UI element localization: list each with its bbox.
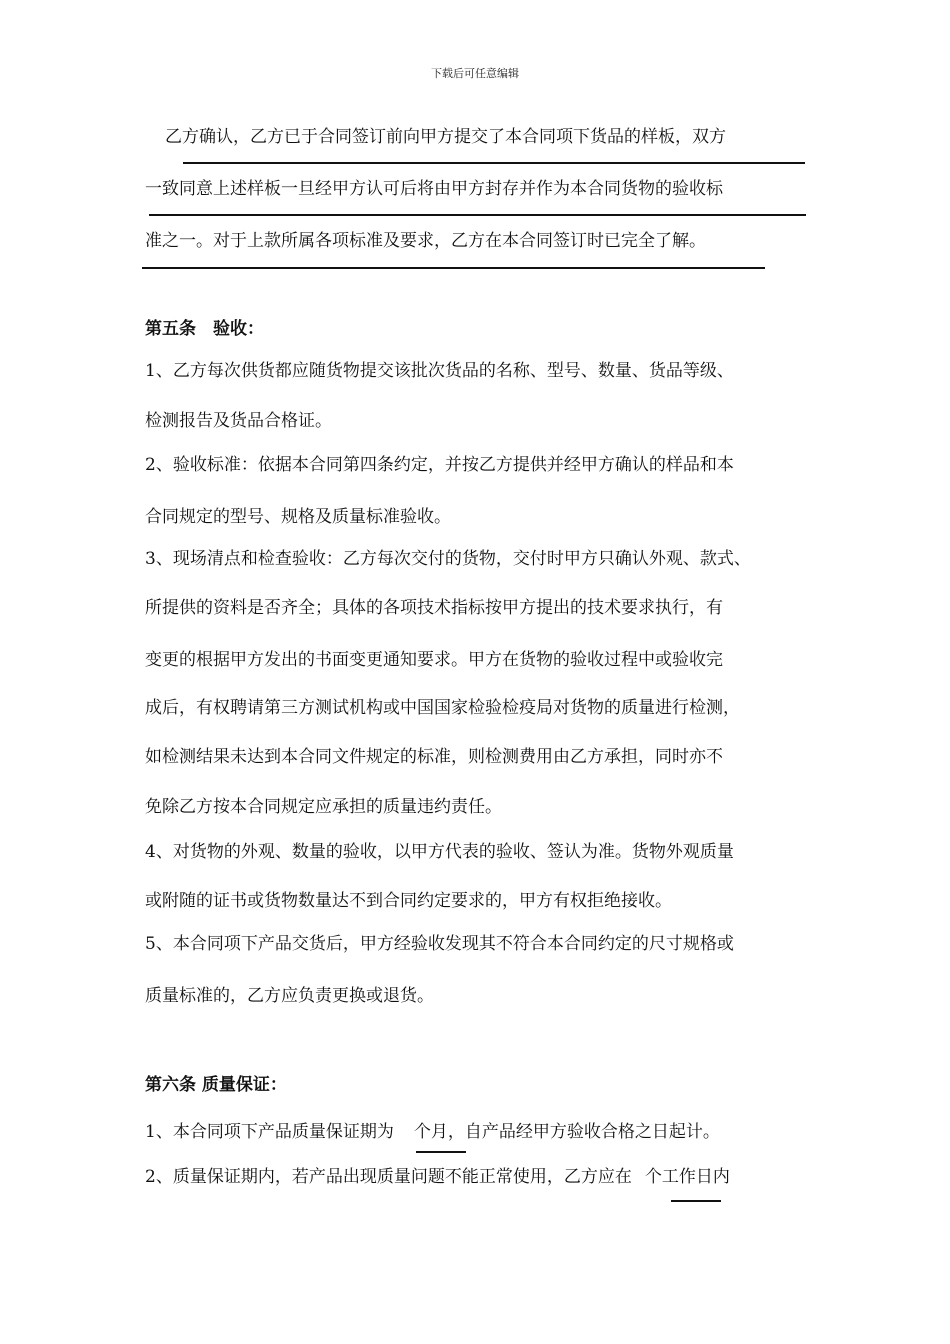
article-5-heading: 第五条 验收： bbox=[145, 319, 264, 339]
blank-underline bbox=[416, 1151, 466, 1153]
article-5-line: 成后，有权聘请第三方测试机构或中国国家检验检疫局对货物的质量进行检测， bbox=[145, 698, 740, 718]
article-5-line: 检测报告及货品合格证。 bbox=[145, 411, 332, 431]
para1-line-3: 准之一。对于上款所属各项标准及要求，乙方在本合同签订时已完全了解。 bbox=[145, 231, 706, 251]
blank-underline bbox=[671, 1200, 721, 1202]
article-5-line: 所提供的资料是否齐全；具体的各项技术指标按甲方提出的技术要求执行，有 bbox=[145, 598, 723, 618]
article-5-line: 免除乙方按本合同规定应承担的质量违约责任。 bbox=[145, 797, 502, 817]
para1-line-1: 乙方确认，乙方已于合同签订前向甲方提交了本合同项下货品的样板，双方 bbox=[165, 127, 726, 147]
article-5-line: 变更的根据甲方发出的书面变更通知要求。甲方在货物的验收过程中或验收完 bbox=[145, 650, 723, 670]
article-5-line: 如检测结果未达到本合同文件规定的标准，则检测费用由乙方承担，同时亦不 bbox=[145, 747, 723, 767]
underline-rule bbox=[183, 162, 805, 164]
underline-rule bbox=[149, 214, 806, 216]
article-5-line: 1、乙方每次供货都应随货物提交该批次货品的名称、型号、数量、货品等级、 bbox=[145, 361, 734, 381]
article-5-line: 3、现场清点和检查验收：乙方每次交付的货物，交付时甲方只确认外观、款式、 bbox=[145, 549, 751, 569]
article-6-item-1 bbox=[145, 1120, 720, 1144]
underline-rule bbox=[142, 267, 765, 269]
article-6-item-2 bbox=[145, 1165, 730, 1189]
page-header-note: 下载后可任意编辑 bbox=[431, 67, 519, 80]
article-5-line: 5、本合同项下产品交货后，甲方经验收发现其不符合本合同约定的尺寸规格或 bbox=[145, 934, 734, 954]
article-5-line: 或附随的证书或货物数量达不到合同约定要求的，甲方有权拒绝接收。 bbox=[145, 891, 672, 911]
article-6-item-2-text-b: 个工作日内 bbox=[644, 1167, 730, 1187]
article-6-item-1-text-b: 个月，自产品经甲方验收合格之日起计。 bbox=[413, 1122, 720, 1142]
article-5-line: 4、对货物的外观、数量的验收，以甲方代表的验收、签认为准。货物外观质量 bbox=[145, 842, 734, 862]
article-6-heading: 第六条 质量保证： bbox=[145, 1075, 287, 1095]
article-5-line: 质量标准的，乙方应负责更换或退货。 bbox=[145, 986, 434, 1006]
article-6-item-2-text-a: 2、质量保证期内，若产品出现质量问题不能正常使用，乙方应在 bbox=[145, 1167, 632, 1187]
article-5-line: 2、验收标准：依据本合同第四条约定，并按乙方提供并经甲方确认的样品和本 bbox=[145, 455, 734, 475]
article-5-line: 合同规定的型号、规格及质量标准验收。 bbox=[145, 507, 451, 527]
article-6-item-1-text-a: 1、本合同项下产品质量保证期为 bbox=[145, 1122, 394, 1142]
para1-line-2: 一致同意上述样板一旦经甲方认可后将由甲方封存并作为本合同货物的验收标 bbox=[145, 179, 723, 199]
